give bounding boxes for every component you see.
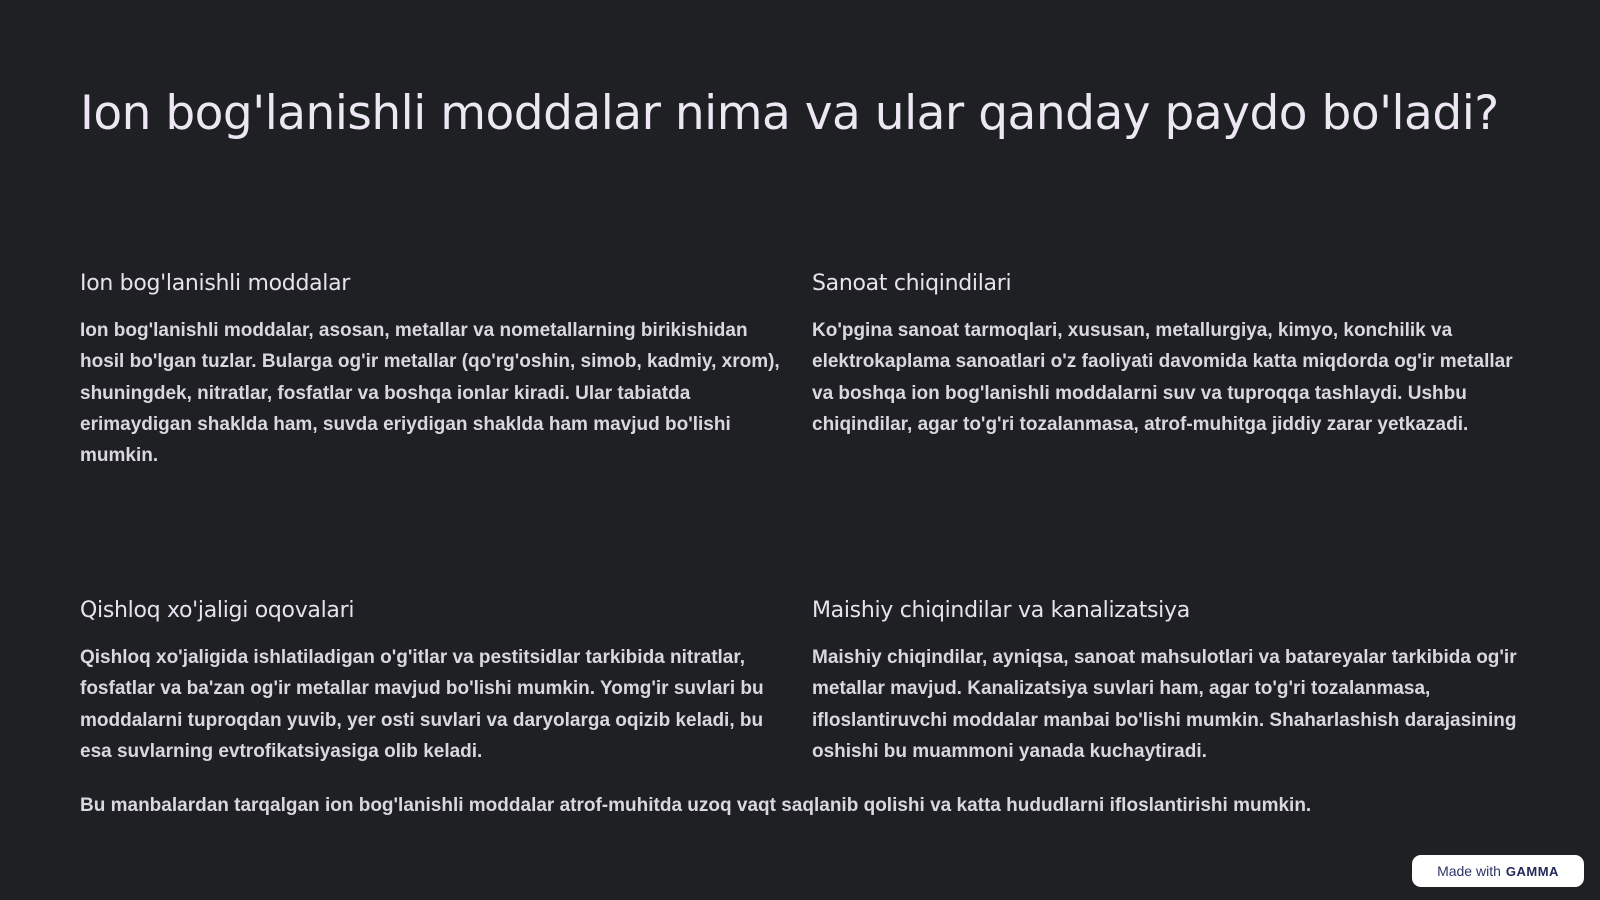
card-heading: Sanoat chiqindilari [812,271,1012,296]
card-agricultural-runoff [80,597,792,767]
card-heading: Qishloq xo'jaligi oqovalari [80,598,355,623]
card-body: Qishloq xo'jaligida ishlatiladigan o'g'itlar va pestitsidlar tarkibida nitratlar, fosfatlar va ba'zan og'ir metallar mavjud bo'lishi mumkin. Yomg'ir suvlari bu moddalarni tuproqdan yuvib, yer osti suvlari va daryolarga oqizib keladi, bu esa suvlarning evtrofikatsiyasiga olib keladi. [80,647,764,762]
slide-title: Ion bog'lanishli moddalar nima va ular qanday paydo bo'ladi? [80,86,1499,141]
card-heading: Maishiy chiqindilar va kanalizatsiya [812,598,1190,623]
gamma-logo: GAMMA [1505,863,1559,879]
card-body: Maishiy chiqindilar, ayniqsa, sanoat mahsulotlari va batareyalar tarkibida og'ir metallar mavjud. Kanalizatsiya suvlari ham, agar to'g'ri tozalanmasa, ifloslantiruvchi moddalar manbai bo'lishi mumkin. Shaharlashish darajasining oshishi bu muammoni yanada kuchaytiradi. [812,647,1517,762]
card-heading: Ion bog'lanishli moddalar [80,271,351,296]
card-ionic-substances [80,270,792,471]
slide-footnote: Bu manbalardan tarqalgan ion bog'lanishli moddalar atrof-muhitda uzoq vaqt saqlanib qolishi va katta hududlarni ifloslantirishi mumkin. [80,795,1312,816]
card-body: Ion bog'lanishli moddalar, asosan, metallar va nometallarning birikishidan hosil bo'lgan tuzlar. Bularga og'ir metallar (qo'rg'oshin, simob, kadmiy, xrom), shuningdek, nitratlar, fosfatlar va boshqa ionlar kiradi. Ular tabiatda erimaydigan shaklda ham, suvda eriydigan shaklda ham mavjud bo'lishi mumkin. [80,320,780,467]
card-industrial-waste [812,270,1524,440]
badge-prefix: Made with [1437,863,1501,879]
card-body: Ko'pgina sanoat tarmoqlari, xususan, metallurgiya, kimyo, konchilik va elektrokaplama sanoatlari o'z faoliyati davomida katta miqdorda og'ir metallar va boshqa ion bog'lanishli moddalarni suv va tuproqqa tashlaydi. Ushbu chiqindilar, agar to'g'ri tozalanmasa, atrof-muhitga jiddiy zarar yetkazadi. [812,320,1513,435]
made-with-gamma-badge[interactable] [1412,855,1584,887]
card-household-waste [812,597,1524,767]
